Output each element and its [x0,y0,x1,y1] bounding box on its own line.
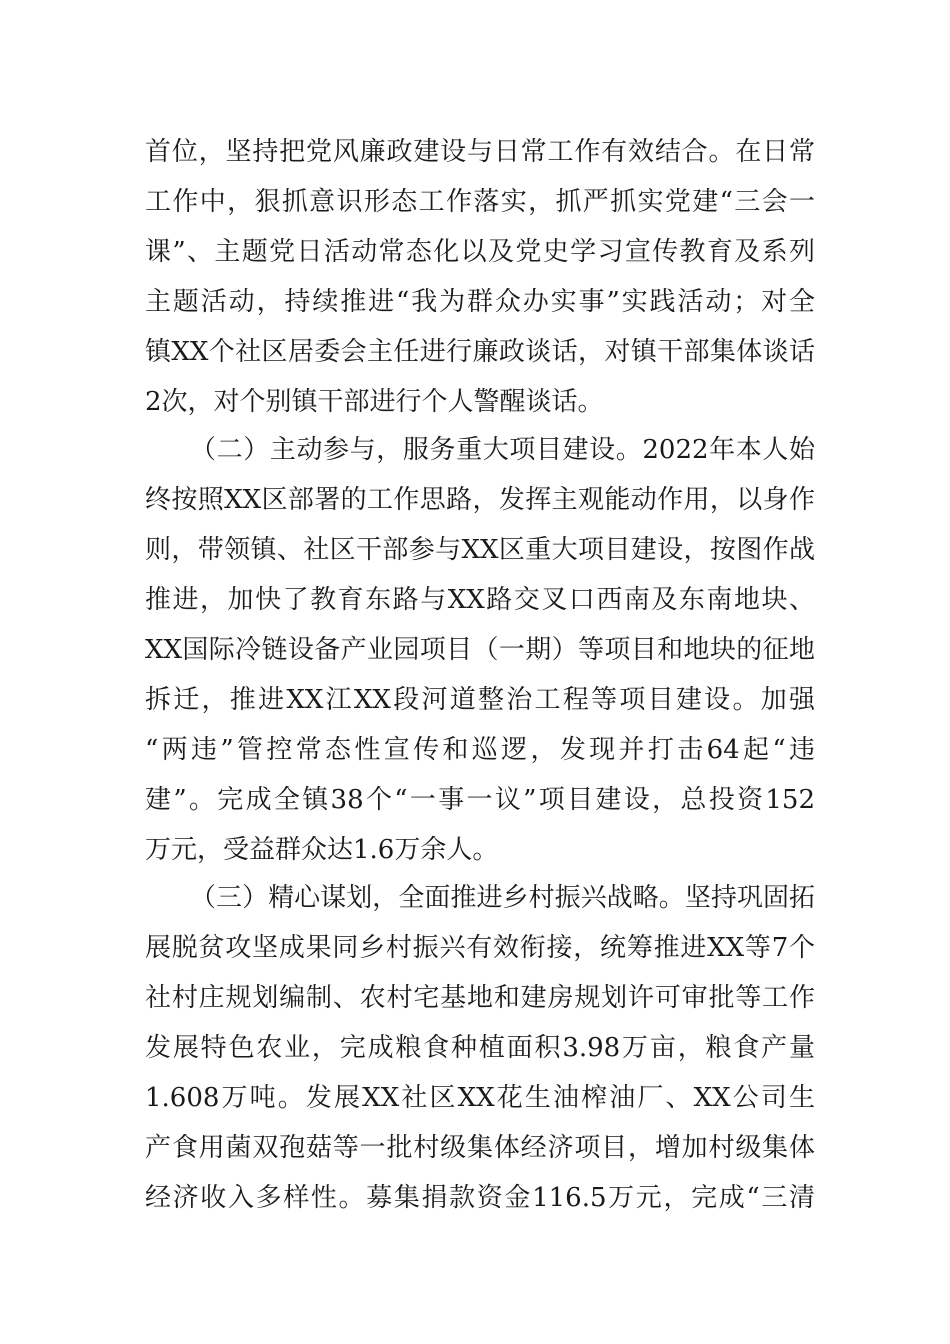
text-line: 推进，加快了教育东路与XX路交叉口西南及东南地块、 [145,585,815,615]
text-line: 2次，对个别镇干部进行个人警醒谈话。 [145,387,604,417]
text-line: 终按照XX区部署的工作思路，发挥主观能动作用，以身作 [145,485,815,515]
paragraph-heading-line: （二）主动参与，服务重大项目建设。2022年本人始 [190,435,815,465]
text-line: 拆迁，推进XX江XX段河道整治工程等项目建设。加强 [145,685,815,715]
text-line: 则，带领镇、社区干部参与XX区重大项目建设，按图作战 [145,535,815,565]
text-line: 建”。完成全镇38个“一事一议”项目建设，总投资152 [145,785,815,815]
text-line: 社村庄规划编制、农村宅基地和建房规划许可审批等工作 [145,983,815,1013]
text-line: 工作中，狠抓意识形态工作落实，抓严抓实党建“三会一 [145,187,815,217]
paragraph-heading-line: （三）精心谋划，全面推进乡村振兴战略。坚持巩固拓 [190,883,815,913]
text-line: 课”、主题党日活动常态化以及党史学习宣传教育及系列 [145,237,815,267]
text-line: 主题活动，持续推进“我为群众办实事”实践活动；对全 [145,287,815,317]
text-line: 万元，受益群众达1.6万余人。 [145,835,499,865]
text-line: “两违”管控常态性宣传和巡逻，发现并打击64起“违 [145,735,815,765]
text-line: XX国际冷链设备产业园项目（一期）等项目和地块的征地 [145,635,815,665]
text-line: 经济收入多样性。募集捐款资金116.5万元，完成“三清 [145,1183,815,1213]
text-line: 产食用菌双孢菇等一批村级集体经济项目，增加村级集体 [145,1133,815,1163]
text-line: 展脱贫攻坚成果同乡村振兴有效衔接，统筹推进XX等7个 [145,933,815,963]
text-line: 首位，坚持把党风廉政建设与日常工作有效结合。在日常 [145,137,815,167]
text-line: 1.608万吨。发展XX社区XX花生油榨油厂、XX公司生 [145,1083,815,1113]
text-line: 镇XX个社区居委会主任进行廉政谈话，对镇干部集体谈话 [145,337,815,367]
text-line: 发展特色农业，完成粮食种植面积3.98万亩，粮食产量 [145,1033,815,1063]
